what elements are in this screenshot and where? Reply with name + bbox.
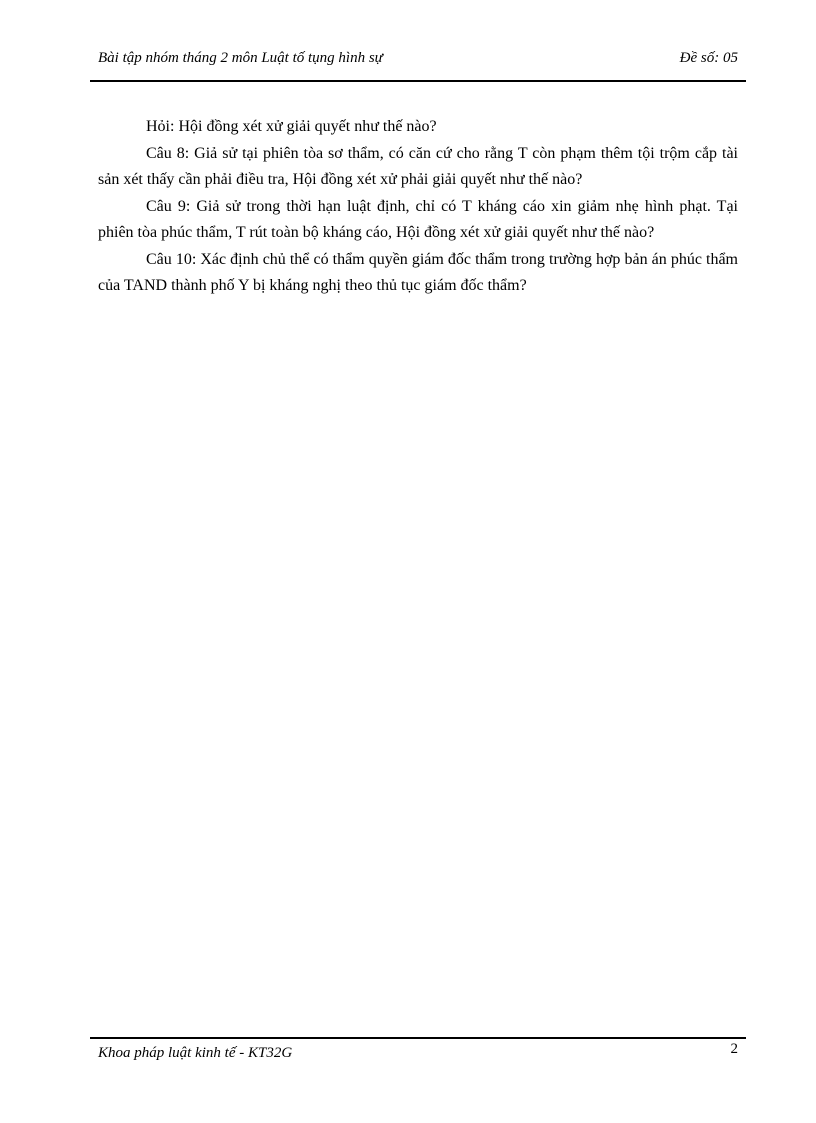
footer-department: Khoa pháp luật kinh tế - KT32G [98,1045,293,1061]
page-footer [90,1041,746,1063]
header-exam-number: Đề số: 05 [679,50,738,66]
paragraph-question-8: Câu 8: Giả sử tại phiên tòa sơ thẩm, có căn cứ cho rằng T còn phạm thêm tội trộm cắp tài sản xét thấy cần phải điều tra, Hội đồng xét xử phải giải quyết như thế nào? [98,144,738,188]
paragraph-question-hoi: Hỏi: Hội đồng xét xử giải quyết như thế nào? [146,118,437,135]
footer-divider [90,1037,746,1039]
header-title: Bài tập nhóm tháng 2 môn Luật tố tụng hình sự [98,50,383,66]
page-header [90,48,746,70]
header-divider [90,80,746,82]
paragraph-question-9: Câu 9: Giả sử trong thời hạn luật định, chỉ có T kháng cáo xin giảm nhẹ hình phạt. Tại phiên tòa phúc thẩm, T rút toàn bộ kháng cáo, Hội đồng xét xử giải quyết như thế nào? [98,197,738,241]
page-number: 2 [730,1041,738,1057]
paragraph-question-10: Câu 10: Xác định chủ thể có thẩm quyền giám đốc thẩm trong trường hợp bản án phúc thẩm của TAND thành phố Y bị kháng nghị theo thủ tục giám đốc thẩm? [98,250,738,294]
document-body [98,114,738,300]
